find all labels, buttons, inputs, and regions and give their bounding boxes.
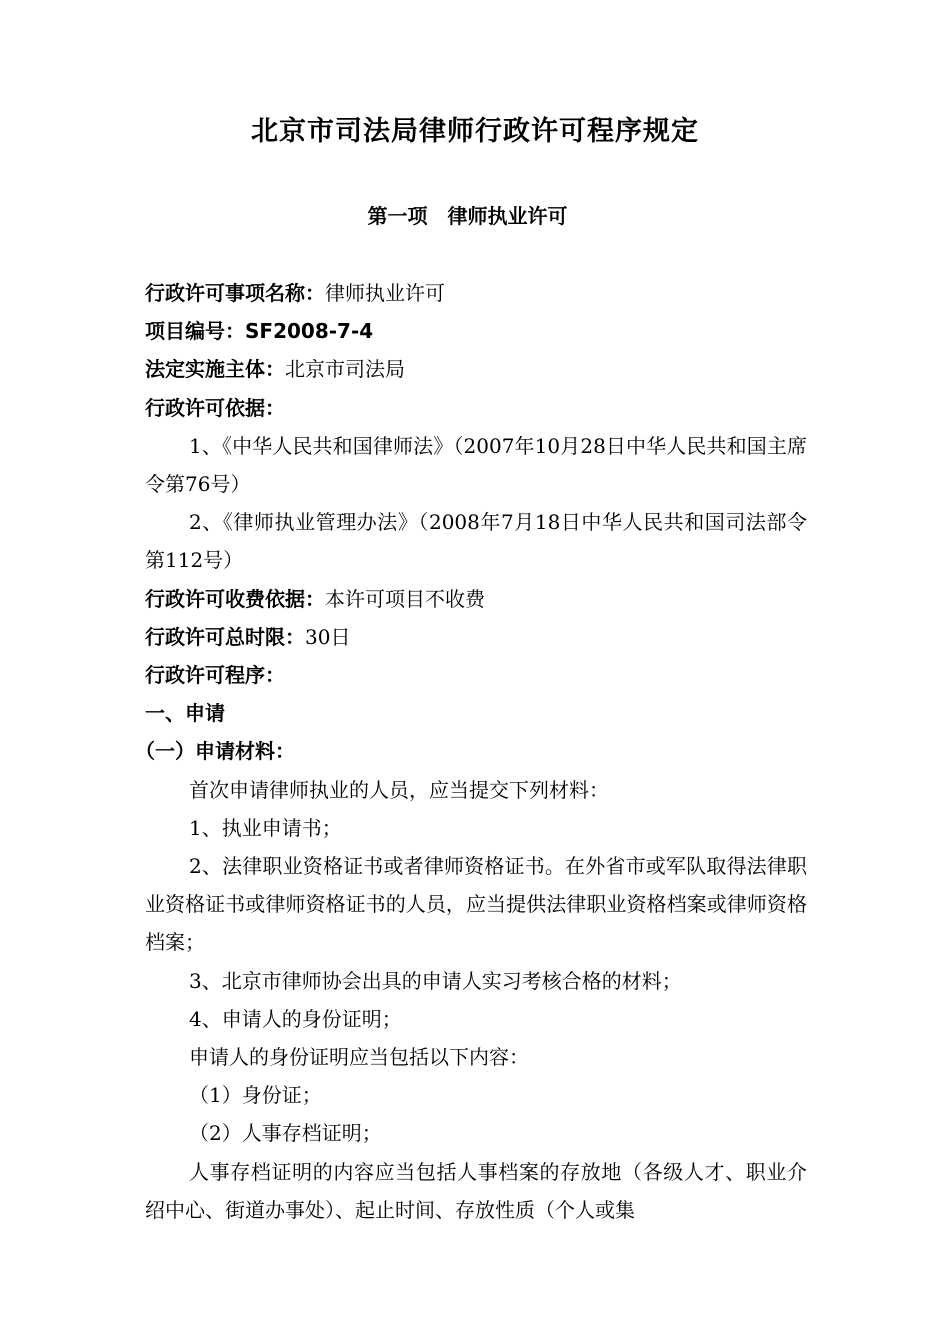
field-value: 30日	[305, 624, 351, 649]
field-label: 行政许可总时限：	[145, 624, 305, 649]
id-proof-item: （1）身份证；	[189, 1083, 322, 1108]
material-item: 4、申请人的身份证明；	[189, 1006, 402, 1031]
materials-intro: 首次申请律师执业的人员，应当提交下列材料：	[189, 777, 609, 802]
material-item: 2、法律职业资格证书或者律师资格证书。在外省市或军队取得法律职业资格证书或律师资格证书的人员，应当提供法律职业资格档案或律师资格档案；	[145, 854, 807, 955]
document-subtitle: 第一项 律师执业许可	[367, 204, 568, 228]
field-value: 律师执业许可	[325, 281, 445, 305]
document-body	[135, 274, 807, 1229]
field-permit-name	[145, 274, 807, 312]
material-item: 1、执业申请书；	[189, 815, 342, 840]
section-subheading: （一）申请材料：	[135, 739, 295, 764]
id-proof-intro: 申请人的身份证明应当包括以下内容：	[189, 1045, 529, 1070]
field-procedure-label: 行政许可程序：	[145, 663, 285, 688]
field-fee-basis	[145, 580, 807, 618]
field-value: 北京市司法局	[285, 357, 405, 382]
id-proof-item: （2）人事存档证明；	[189, 1121, 382, 1146]
field-project-code	[145, 312, 807, 350]
legal-basis-item: 1、《中华人民共和国律师法》（2007年10月28日中华人民共和国主席令第76号）	[145, 433, 807, 497]
archive-proof-text: 人事存档证明的内容应当包括人事档案的存放地（各级人才、职业介绍中心、街道办事处）、起止时间、存放性质（个人或集	[145, 1159, 807, 1222]
legal-basis-item: 2、《律师执业管理办法》（2008年7月18日中华人民共和国司法部令第112号）	[145, 510, 807, 573]
document-title: 北京市司法局律师行政许可程序规定	[251, 116, 699, 147]
field-label: 行政许可收费依据：	[145, 586, 325, 611]
field-value: 本许可项目不收费	[325, 586, 485, 611]
field-legal-basis-label: 行政许可依据：	[145, 395, 285, 420]
field-label: 项目编号：	[145, 319, 245, 344]
section-heading: 一、申请	[145, 701, 225, 726]
field-value: SF2008-7-4	[245, 319, 374, 344]
field-time-limit	[145, 618, 807, 656]
field-label: 法定实施主体：	[145, 357, 285, 382]
material-item: 3、北京市律师协会出具的申请人实习考核合格的材料；	[189, 968, 682, 993]
field-implementing-body	[145, 350, 807, 388]
field-label: 行政许可事项名称：	[145, 281, 325, 305]
